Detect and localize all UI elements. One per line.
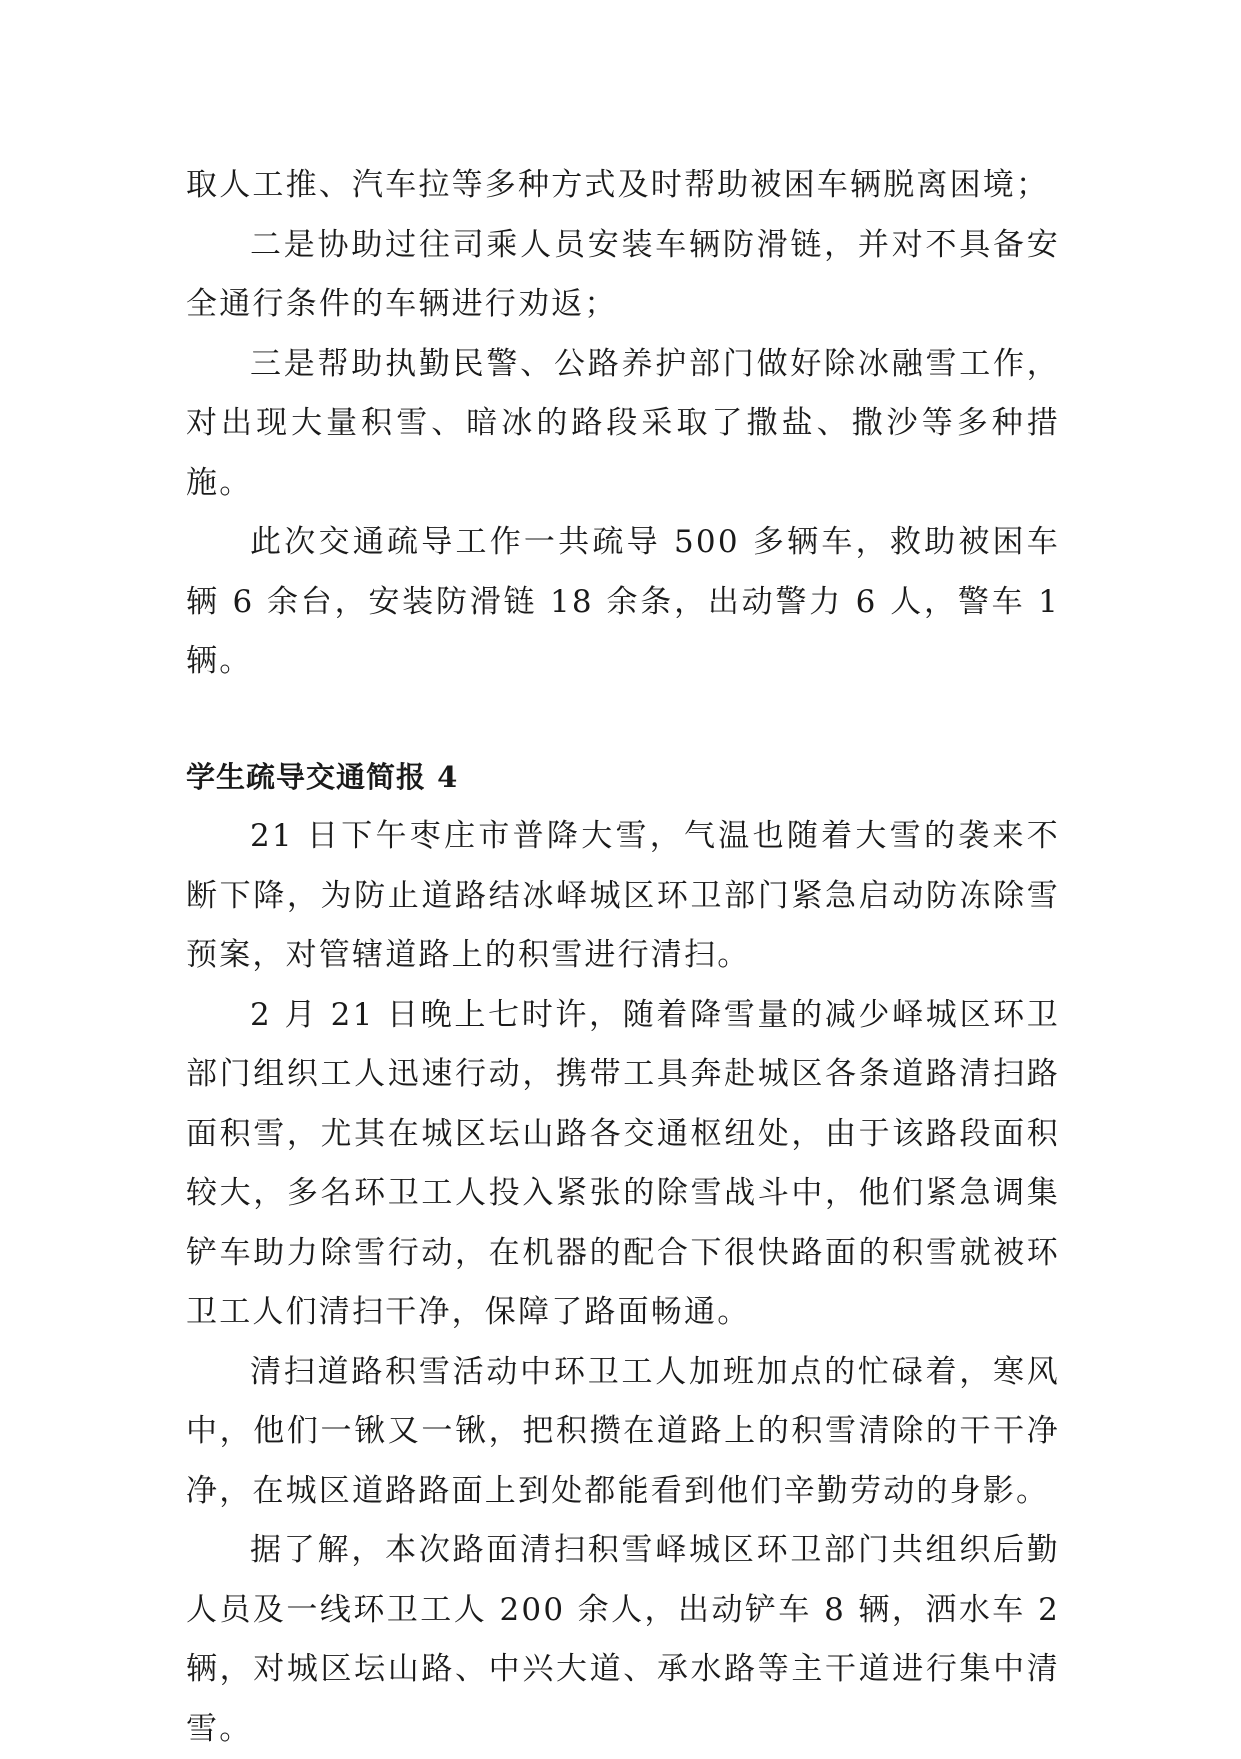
paragraph-point-three: 三是帮助执勤民警、公路养护部门做好除冰融雪工作，对出现大量积雪、暗冰的路段采取了撒盐、撒沙等多种措施。	[186, 345, 1060, 501]
paragraph-action: 2 月 21 日晚上七时许，随着降雪量的减少峄城区环卫部门组织工人迅速行动，携带工具奔赴城区各条道路清扫路面积雪，尤其在城区坛山路各交通枢纽处，由于该路段面积较大，多名环卫工人投入紧张的除雪战斗中，他们紧急调集铲车助力除雪行动，在机器的配合下很快路面的积雪就被环卫工人们清扫干净，保障了路面畅通。	[186, 996, 1060, 1330]
document-body	[186, 156, 1060, 1759]
paragraph-summary: 此次交通疏导工作一共疏导 500 多辆车，救助被困车辆 6 余台，安装防滑链 18 余条，出动警力 6 人，警车 1 辆。	[186, 524, 1060, 679]
section-title: 学生疏导交通简报 4	[186, 759, 459, 794]
paragraph-workers: 清扫道路积雪活动中环卫工人加班加点的忙碌着，寒风中，他们一锹又一锹，把积攒在道路上的积雪清除的干干净净，在城区道路路面上到处都能看到他们辛勤劳动的身影。	[186, 1353, 1060, 1509]
paragraph-point-two: 二是协助过往司乘人员安装车辆防滑链，并对不具备安全通行条件的车辆进行劝返；	[186, 226, 1060, 322]
paragraph-continuation: 取人工推、汽车拉等多种方式及时帮助被困车辆脱离困境；	[186, 167, 1050, 203]
paragraph-intro: 21 日下午枣庄市普降大雪，气温也随着大雪的袭来不断下降，为防止道路结冰峄城区环卫部门紧急启动防冻除雪预案，对管辖道路上的积雪进行清扫。	[186, 818, 1060, 973]
paragraph-statistics: 据了解，本次路面清扫积雪峄城区环卫部门共组织后勤人员及一线环卫工人 200 余人，出动铲车 8 辆，洒水车 2 辆，对城区坛山路、中兴大道、承水路等主干道进行集中清雪。	[186, 1532, 1060, 1747]
